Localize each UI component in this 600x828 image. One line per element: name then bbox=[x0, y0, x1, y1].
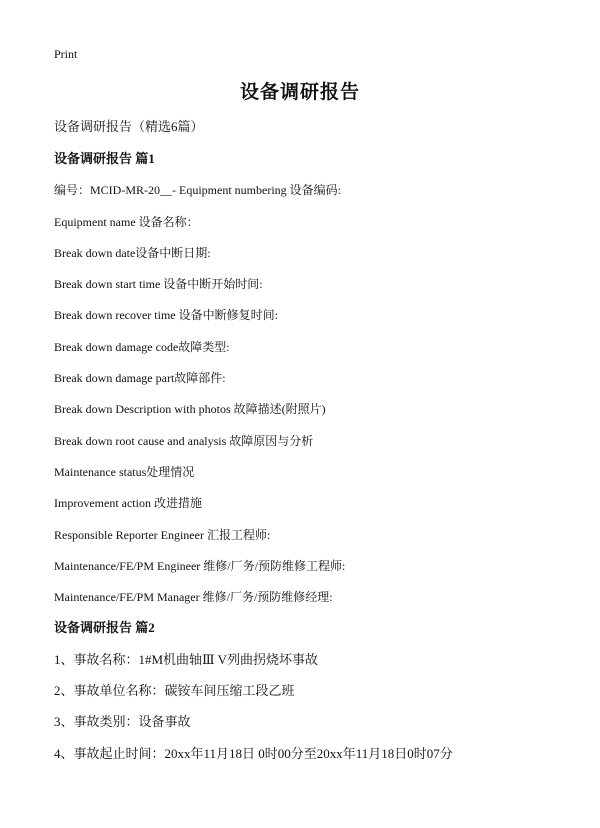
form-field-line: Maintenance/FE/PM Manager 维修/厂务/预防维修经理: bbox=[54, 590, 333, 605]
document-title: 设备调研报告 bbox=[239, 81, 360, 103]
form-field-line: Break down recover time 设备中断修复时间: bbox=[54, 308, 278, 323]
list-item: 2、事故单位名称：碳铵车间压缩工段乙班 bbox=[54, 683, 295, 699]
form-field-line: Improvement action 改进措施 bbox=[54, 496, 202, 511]
form-field-line: Responsible Reporter Engineer 汇报工程师: bbox=[54, 527, 271, 542]
document-subtitle: 设备调研报告（精选6篇） bbox=[54, 119, 204, 134]
list-item: 3、事故类别：设备事故 bbox=[54, 714, 191, 730]
section-heading: 设备调研报告 篇2 bbox=[54, 620, 155, 636]
form-field-line: Break down damage code故障类型: bbox=[54, 339, 230, 354]
form-field-line: Maintenance status处理情况 bbox=[54, 464, 195, 479]
form-field-line: Break down root cause and analysis 故障原因与分析 bbox=[54, 433, 314, 448]
form-field-line: Break down start time 设备中断开始时间: bbox=[54, 277, 263, 292]
print-label: Print bbox=[54, 47, 78, 61]
document-body bbox=[54, 150, 584, 776]
list-item: 4、事故起止时间：20xx年11月18日 0时00分至20xx年11月18日0时07分 bbox=[54, 745, 453, 761]
section-heading: 设备调研报告 篇1 bbox=[54, 151, 155, 166]
form-field-line: Equipment name 设备名称： bbox=[54, 214, 199, 229]
form-field-line: 编号：MCID-MR-20__- Equipment numbering 设备编码: bbox=[54, 183, 341, 198]
form-field-line: Break down Description with photos 故障描述(附照片) bbox=[54, 402, 326, 417]
form-field-line: Break down date设备中断日期: bbox=[54, 245, 211, 260]
form-field-line: Break down damage part故障部件: bbox=[54, 371, 226, 386]
form-field-line: Maintenance/FE/PM Engineer 维修/厂务/预防维修工程师: bbox=[54, 558, 346, 573]
list-item: 1、事故名称：1#M机曲轴Ⅲ V列曲拐烧坏事故 bbox=[54, 651, 318, 667]
